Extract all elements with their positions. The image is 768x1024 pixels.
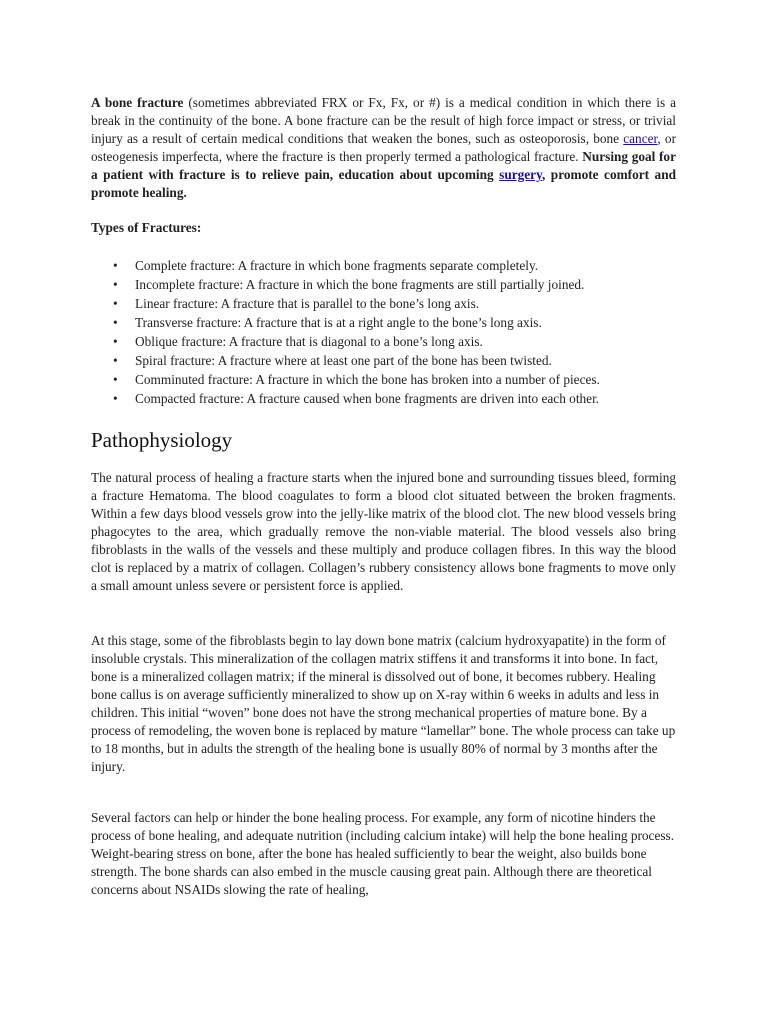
list-item: • Spiral fracture: A fracture where at least one part of the bone has been twisted. [91,351,676,370]
intro-paragraph [91,94,676,202]
list-item: • Complete fracture: A fracture in which bone fragments separate completely. [91,256,676,275]
body-paragraph: The natural process of healing a fracture starts when the injured bone and surrounding tissues bleed, forming a fracture Hematoma. The blood coagulates to form a blood clot situated between the broken fragments. Within a few days blood vessels grow into the jelly-like matrix of the blood clot. The new blood vessels bring phagocytes to the area, which gradually remove the non-viable material. The blood vessels also bring fibroblasts in the walls of the vessels and these multiply and produce collagen fibres. In this way the blood clot is replaced by a matrix of collagen. Collagen’s rubbery consistency allows bone fragments to move only a small amount unless severe or persistent force is applied. [91,470,676,593]
nursing-goal-1: Nursing goal for a patient with fracture is to relieve pain, education about upcoming [91,149,676,182]
list-item: • Linear fracture: A fracture that is parallel to the bone’s long axis. [91,294,676,313]
section-heading: Pathophysiology [91,428,233,452]
list-item: • Transverse fracture: A fracture that is at a right angle to the bone’s long axis. [91,313,676,332]
list-item: • Comminuted fracture: A fracture in which the bone has broken into a number of pieces. [91,370,676,389]
intro-lead-term: A bone fracture [91,95,184,110]
intro-text-1: (sometimes abbreviated FRX or Fx, Fx, or #) is a medical condition in which there is a break in the continuity of the bone. A bone fracture can be the result of high force impact or stress, or trivial injury as a result of certain medical conditions that weaken the bones, such as osteoporosis, bone [91,95,677,146]
cancer-link[interactable]: cancer [623,131,658,146]
intro-text-2: , or osteogenesis imperfecta, where the fracture is then properly termed a pathological fracture. [91,131,676,164]
list-item: • Incomplete fracture: A fracture in which the bone fragments are still partially joined. [91,275,676,294]
types-heading: Types of Fractures: [91,220,202,235]
list-item: • Compacted fracture: A fracture caused when bone fragments are driven into each other. [91,389,676,408]
list-item: • Oblique fracture: A fracture that is diagonal to a bone’s long axis. [91,332,676,351]
body-paragraph: At this stage, some of the fibroblasts begin to lay down bone matrix (calcium hydroxyapatite) in the form of insoluble crystals. This mineralization of the collagen matrix stiffens it and transforms it into bone. In fact, bone is a mineralized collagen matrix; if the mineral is dissolved out of bone, it becomes rubbery. Healing bone callus is on average sufficiently mineralized to show up on X-ray within 6 weeks in adults and less in children. This initial “woven” bone does not have the strong mechanical properties of mature bone. By a process of remodeling, the woven bone is replaced by mature “lamellar” bone. The whole process can take up to 18 months, but in adults the strength of the healing bone is usually 80% of normal by 3 months after the injury. [91,633,676,774]
nursing-goal-2: , promote comfort and promote healing. [91,167,676,200]
surgery-link[interactable]: surgery [499,167,542,182]
fracture-types-list [91,256,676,408]
body-paragraph: Several factors can help or hinder the bone healing process. For example, any form of nicotine hinders the process of bone healing, and adequate nutrition (including calcium intake) will help the bone healing process. Weight-bearing stress on bone, after the bone has healed sufficiently to bear the weight, also builds bone strength. The bone shards can also embed in the muscle causing great pain. Although there are theoretical concerns about NSAIDs slowing the rate of healing, [91,810,675,897]
